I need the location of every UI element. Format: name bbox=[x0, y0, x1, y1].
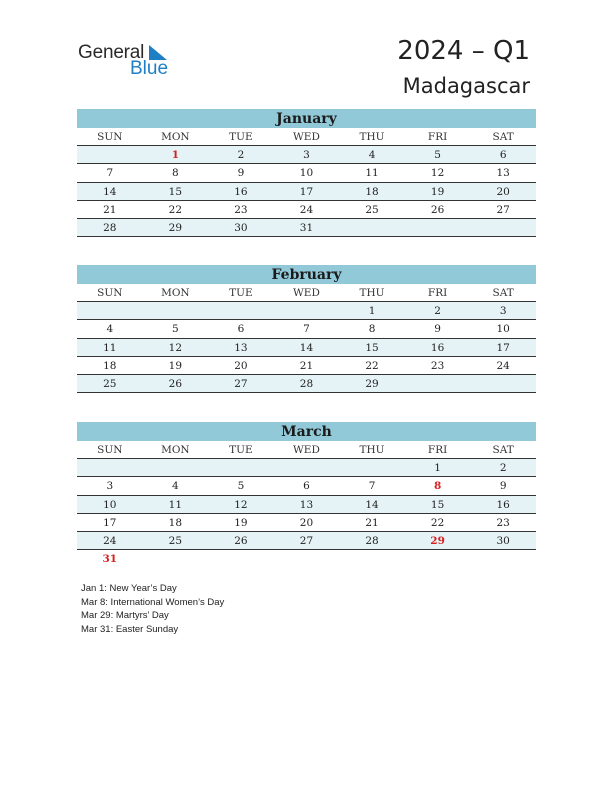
week-row bbox=[77, 183, 536, 201]
day-cell bbox=[208, 550, 274, 567]
day-cell: 22 bbox=[168, 203, 183, 216]
day-cell bbox=[470, 375, 536, 392]
day-cell: 5 bbox=[434, 149, 441, 161]
holiday-day-cell: 31 bbox=[102, 553, 118, 566]
day-cell: 23 bbox=[496, 516, 510, 529]
weekday-label: MON bbox=[161, 287, 190, 299]
day-cell: 13 bbox=[496, 167, 510, 180]
day-cell: 3 bbox=[106, 480, 114, 493]
holiday-day-cell: 1 bbox=[171, 149, 179, 161]
day-cell bbox=[274, 550, 340, 567]
holiday-list bbox=[81, 582, 224, 637]
day-cell: 12 bbox=[168, 341, 183, 354]
weekday-header-row bbox=[77, 128, 536, 146]
day-cell: 6 bbox=[303, 480, 310, 493]
day-cell: 14 bbox=[365, 498, 379, 511]
day-cell: 24 bbox=[299, 203, 314, 216]
day-cell bbox=[405, 375, 471, 392]
weekday-label: SAT bbox=[492, 287, 514, 299]
month-calendar-january bbox=[77, 109, 536, 237]
weekday-label: THU bbox=[359, 131, 385, 143]
day-cell: 30 bbox=[234, 222, 248, 235]
day-cell: 9 bbox=[499, 480, 507, 493]
week-row bbox=[77, 302, 536, 320]
day-cell: 9 bbox=[237, 167, 245, 180]
day-cell bbox=[339, 550, 405, 567]
day-cell: 20 bbox=[234, 359, 248, 372]
day-cell: 25 bbox=[168, 535, 183, 548]
weekday-label: SAT bbox=[492, 131, 514, 143]
day-cell bbox=[470, 219, 536, 236]
weekday-label: SUN bbox=[97, 444, 123, 456]
day-cell bbox=[274, 459, 340, 476]
day-cell bbox=[77, 459, 143, 476]
country-name: Madagascar bbox=[402, 74, 530, 98]
month-calendar-march bbox=[77, 422, 536, 568]
week-row bbox=[77, 550, 536, 567]
day-cell bbox=[339, 219, 405, 236]
weekday-label: MON bbox=[161, 131, 190, 143]
day-cell: 25 bbox=[103, 378, 117, 391]
day-cell: 5 bbox=[237, 480, 245, 493]
day-cell bbox=[405, 219, 471, 236]
day-cell: 17 bbox=[496, 341, 510, 354]
day-cell bbox=[405, 550, 471, 567]
day-cell: 15 bbox=[430, 498, 445, 511]
holiday-day-cell: 8 bbox=[433, 480, 442, 493]
day-cell: 26 bbox=[430, 203, 445, 216]
day-cell bbox=[143, 550, 209, 567]
day-cell: 15 bbox=[365, 341, 379, 354]
day-cell: 29 bbox=[168, 222, 183, 235]
week-row bbox=[77, 146, 536, 164]
day-cell: 22 bbox=[365, 359, 379, 372]
weekday-label: WED bbox=[293, 131, 320, 143]
day-cell: 12 bbox=[234, 498, 248, 511]
day-cell: 26 bbox=[234, 535, 248, 548]
day-cell: 18 bbox=[103, 359, 117, 372]
logo-text-blue: Blue bbox=[130, 58, 169, 79]
day-cell: 18 bbox=[365, 185, 379, 198]
day-cell: 16 bbox=[234, 185, 248, 198]
day-cell: 24 bbox=[496, 359, 510, 372]
day-cell: 22 bbox=[430, 516, 445, 529]
month-title: January bbox=[77, 109, 536, 128]
day-cell bbox=[470, 550, 536, 567]
week-row bbox=[77, 459, 536, 477]
weekday-label: THU bbox=[359, 444, 385, 456]
day-cell: 1 bbox=[368, 305, 376, 317]
day-cell: 12 bbox=[430, 167, 445, 180]
day-cell: 10 bbox=[299, 167, 314, 180]
day-cell: 2 bbox=[237, 149, 245, 161]
weekday-header-row bbox=[77, 284, 536, 302]
day-cell: 31 bbox=[299, 222, 314, 235]
day-cell: 23 bbox=[234, 203, 248, 216]
weekday-label: WED bbox=[293, 444, 320, 456]
week-row bbox=[77, 514, 536, 532]
day-cell: 23 bbox=[430, 359, 445, 372]
logo-text-general: General bbox=[78, 42, 145, 63]
day-cell: 20 bbox=[496, 185, 510, 198]
day-cell: 26 bbox=[168, 378, 183, 391]
day-cell: 20 bbox=[299, 516, 314, 529]
day-cell bbox=[77, 302, 143, 319]
weekday-label: SUN bbox=[97, 287, 123, 299]
day-cell: 24 bbox=[103, 535, 117, 548]
week-row bbox=[77, 320, 536, 338]
day-cell: 14 bbox=[103, 185, 117, 198]
day-cell: 18 bbox=[168, 516, 183, 529]
day-cell: 11 bbox=[103, 341, 117, 354]
day-cell: 16 bbox=[430, 341, 445, 354]
week-row bbox=[77, 477, 536, 495]
day-cell: 27 bbox=[299, 535, 314, 548]
day-cell bbox=[208, 459, 274, 476]
day-cell: 11 bbox=[365, 167, 379, 180]
page-title: 2024 – Q1 bbox=[397, 36, 530, 66]
day-cell bbox=[143, 302, 209, 319]
day-cell bbox=[208, 302, 274, 319]
day-cell: 21 bbox=[299, 359, 314, 372]
week-row bbox=[77, 357, 536, 375]
day-cell: 28 bbox=[299, 378, 314, 391]
day-cell: 28 bbox=[365, 535, 379, 548]
weekday-label: MON bbox=[161, 444, 190, 456]
day-cell: 8 bbox=[368, 323, 376, 336]
day-cell: 7 bbox=[368, 480, 376, 493]
day-cell: 11 bbox=[168, 498, 183, 511]
week-row bbox=[77, 496, 536, 514]
day-cell: 16 bbox=[496, 498, 510, 511]
day-cell: 2 bbox=[434, 305, 441, 317]
holiday-day-cell: 29 bbox=[430, 535, 445, 548]
weekday-label: TUE bbox=[229, 444, 253, 456]
holiday-list-item: Jan 1: New Year’s Day bbox=[81, 583, 177, 594]
day-cell: 29 bbox=[365, 378, 379, 391]
weekday-label: TUE bbox=[229, 287, 253, 299]
day-cell: 4 bbox=[172, 480, 179, 493]
day-cell bbox=[274, 302, 340, 319]
weekday-label: SAT bbox=[492, 444, 514, 456]
day-cell: 21 bbox=[365, 516, 379, 529]
weekday-label: FRI bbox=[427, 287, 448, 299]
day-cell: 4 bbox=[368, 149, 376, 161]
day-cell: 10 bbox=[103, 498, 117, 511]
day-cell: 19 bbox=[234, 516, 248, 529]
month-title: February bbox=[77, 265, 536, 284]
holiday-list-item: Mar 29: Martyrs’ Day bbox=[81, 610, 169, 622]
day-cell: 7 bbox=[303, 323, 310, 336]
day-cell: 13 bbox=[299, 498, 314, 511]
month-title: March bbox=[77, 422, 536, 441]
day-cell: 7 bbox=[106, 167, 114, 180]
day-cell: 5 bbox=[172, 323, 179, 336]
day-cell bbox=[339, 459, 405, 476]
weekday-header-row bbox=[77, 441, 536, 459]
day-cell: 6 bbox=[237, 323, 245, 336]
day-cell: 8 bbox=[172, 167, 179, 180]
day-cell: 3 bbox=[303, 149, 310, 161]
day-cell: 19 bbox=[430, 185, 445, 198]
generalblue-logo bbox=[78, 40, 178, 80]
day-cell: 17 bbox=[299, 185, 314, 198]
week-row bbox=[77, 201, 536, 219]
day-cell: 27 bbox=[496, 203, 510, 216]
day-cell: 2 bbox=[499, 462, 507, 474]
week-row bbox=[77, 339, 536, 357]
day-cell: 14 bbox=[299, 341, 314, 354]
day-cell bbox=[77, 146, 143, 163]
week-row bbox=[77, 164, 536, 182]
day-cell: 9 bbox=[434, 323, 441, 336]
week-row bbox=[77, 375, 536, 393]
day-cell: 19 bbox=[168, 359, 183, 372]
weekday-label: FRI bbox=[427, 131, 448, 143]
weekday-label: WED bbox=[293, 287, 320, 299]
day-cell: 15 bbox=[168, 185, 183, 198]
weekday-label: SUN bbox=[97, 131, 123, 143]
holiday-list-item: Mar 31: Easter Sunday bbox=[81, 624, 179, 636]
day-cell: 30 bbox=[496, 535, 510, 548]
weekday-label: TUE bbox=[229, 131, 253, 143]
day-cell: 10 bbox=[496, 323, 510, 336]
weekday-label: THU bbox=[359, 287, 385, 299]
week-row bbox=[77, 219, 536, 237]
day-cell: 6 bbox=[499, 149, 507, 161]
weekday-label: FRI bbox=[427, 444, 448, 456]
day-cell: 25 bbox=[365, 203, 379, 216]
day-cell: 13 bbox=[234, 341, 248, 354]
holiday-list-item: Mar 8: International Women’s Day bbox=[81, 596, 225, 608]
day-cell: 1 bbox=[434, 462, 441, 474]
day-cell: 3 bbox=[499, 305, 507, 317]
month-calendar-february bbox=[77, 265, 536, 393]
day-cell: 21 bbox=[103, 203, 117, 216]
day-cell: 17 bbox=[103, 516, 117, 529]
day-cell bbox=[143, 459, 209, 476]
day-cell: 4 bbox=[106, 323, 114, 336]
week-row bbox=[77, 532, 536, 550]
day-cell: 27 bbox=[234, 378, 248, 391]
day-cell: 28 bbox=[103, 222, 117, 235]
